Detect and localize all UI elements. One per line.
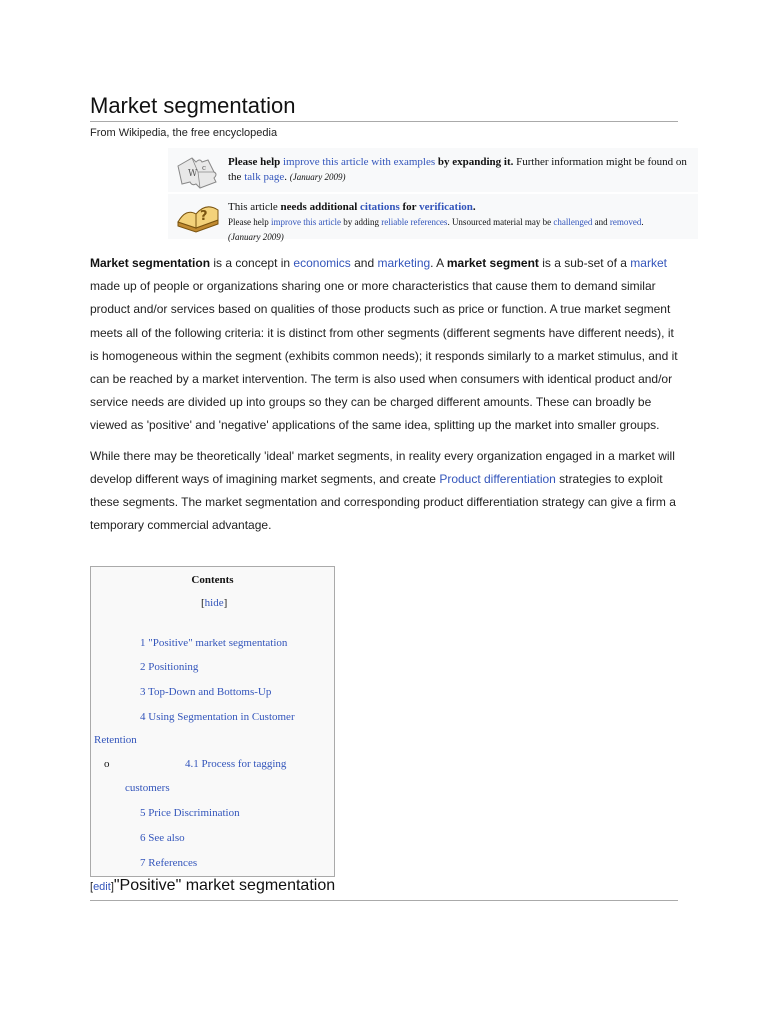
toc-item-retention-cont[interactable]: Retention: [94, 734, 137, 746]
expand-mid: by expanding it.: [435, 156, 514, 168]
book-question-icon: [174, 198, 222, 236]
citations-lead: This article: [228, 201, 281, 213]
marketing-link[interactable]: marketing: [377, 256, 431, 270]
removed-link[interactable]: removed: [609, 217, 642, 227]
toc-item-top-down[interactable]: 3 Top-Down and Bottoms-Up: [140, 686, 272, 698]
paragraph-second: [90, 445, 680, 538]
toc-item-tagging[interactable]: 4.1 Process for tagging: [185, 758, 287, 770]
p2-text-2: strategies to exploit these segments. The market segmentation and corresponding product differentiation strategy can give a firm a temporary commercial advantage.: [90, 471, 676, 533]
toc-bracket-close: ]: [223, 597, 228, 609]
p2-text-1: While there may be theoretically 'ideal' market segments, in reality every organization engaged in a market will develop different ways of imagining market segments, and create: [90, 448, 675, 486]
improve-examples-link[interactable]: improve this article with examples: [283, 156, 436, 168]
p1-text-2: and: [350, 256, 378, 270]
citations-notice: [168, 194, 698, 242]
toc-item-positioning[interactable]: 2 Positioning: [140, 661, 199, 673]
toc-item-price-discrimination[interactable]: 5 Price Discrimination: [140, 807, 240, 819]
term-market-segment: market segment: [446, 256, 539, 270]
edit-bracket-open: [: [90, 881, 94, 893]
expand-notice-text: [228, 155, 690, 185]
challenged-link[interactable]: challenged: [553, 217, 593, 227]
p1-text-3: . A: [430, 256, 447, 270]
verification-link[interactable]: verification: [419, 201, 473, 213]
section-heading-text: "Positive" market segmentation: [113, 877, 336, 894]
toc-hide-link[interactable]: hide: [204, 597, 224, 609]
market-link[interactable]: market: [630, 256, 667, 270]
table-of-contents: [90, 566, 335, 877]
p1-text-1: is a concept in: [210, 256, 294, 270]
expand-rest: Further information might be found on the: [228, 156, 687, 183]
svg-text:?: ?: [200, 209, 208, 224]
toc-item-positive[interactable]: 1 "Positive" market segmentation: [140, 637, 288, 649]
edit-link[interactable]: edit: [93, 881, 111, 893]
expand-notice: [168, 148, 698, 192]
toc-item-tagging-cont[interactable]: customers: [125, 782, 170, 794]
end-text: .: [641, 217, 644, 227]
unsourced-text: . Unsourced material may be: [447, 217, 554, 227]
toc-item-retention[interactable]: 4 Using Segmentation in Customer: [140, 711, 295, 723]
expand-date: (January 2009): [289, 172, 346, 182]
expand-period: .: [284, 171, 287, 183]
citations-link[interactable]: citations: [360, 201, 400, 213]
toc-item-references[interactable]: 7 References: [140, 857, 198, 869]
and-text: and: [592, 217, 610, 227]
expand-lead: Please help: [228, 156, 283, 168]
citations-period: .: [472, 201, 476, 213]
title-divider: [90, 121, 678, 122]
section-divider: [90, 900, 678, 901]
product-differentiation-link[interactable]: Product differentiation: [439, 471, 556, 486]
toc-title: Contents: [191, 574, 234, 586]
improve-article-link[interactable]: improve this article: [271, 217, 341, 227]
reliable-references-link[interactable]: reliable references: [381, 217, 448, 227]
citations-help-line: [228, 217, 644, 227]
svg-text:W: W: [188, 169, 198, 179]
p1-text-4: is a sub-set of a: [538, 256, 631, 270]
section-heading: [90, 877, 335, 895]
tagline: From Wikipedia, the free encyclopedia: [90, 127, 278, 139]
article-title: Market segmentation: [90, 93, 296, 118]
toc-hide-toggle: [201, 597, 227, 609]
citations-date: (January 2009): [228, 232, 284, 242]
article-body: [90, 252, 680, 544]
puzzle-icon: [174, 152, 222, 190]
citations-for: for: [399, 201, 420, 213]
toc-item-see-also[interactable]: 6 See also: [140, 832, 185, 844]
talk-page-link[interactable]: talk page: [244, 171, 285, 183]
paragraph-intro: [90, 252, 680, 438]
citations-bold: needs additional: [280, 201, 361, 213]
p1-text-5: made up of people or organizations sharing one or more characteristics that cause them to demand similar product and/or services based on qualities of those products such as price or function. A true market segment meets all of the following criteria: it is distinct from other segments (different segments have different needs), it is homogeneous within the segment (exhibits common needs); it responds similarly to a market stimulus, and it can be reached by a market intervention. The term is also used when consumers with identical product and/or service needs are divided up into groups so they can be charged different amounts. These can broadly be viewed as 'positive' and 'negative' applications of the same idea, splitting up the market into smaller groups.: [90, 279, 678, 433]
toc-bracket-open: [: [201, 597, 205, 609]
economics-link[interactable]: economics: [293, 256, 351, 270]
citations-notice-text: [228, 200, 690, 245]
term-market-segmentation: Market segmentation: [90, 256, 211, 270]
help-lead: Please help: [228, 217, 271, 227]
adding-text: by adding: [340, 217, 382, 227]
toc-bullet: o: [104, 758, 110, 770]
svg-text:c: c: [202, 164, 206, 172]
edit-bracket-close: ]: [110, 881, 114, 893]
